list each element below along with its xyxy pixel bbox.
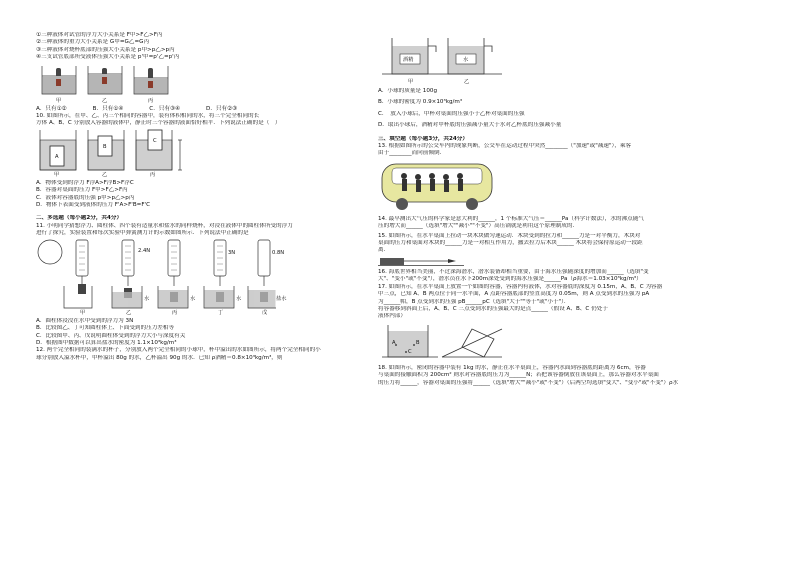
three-containers-diagram	[36, 128, 206, 172]
q15-text: 15. 如图所示，在水平桌面上拉动一块木块做匀速运动．木块受到的拉力和______力是一对平衡力，木块对	[378, 232, 641, 239]
fig-label: 乙	[102, 171, 108, 178]
fig-label: 丙	[172, 309, 178, 316]
q10-stem: 10. 如图所示，在甲、乙、丙三个相同的容器中，装有体积相同的水，将三个完全相同的长	[36, 113, 260, 120]
fig-label: 甲	[80, 309, 86, 316]
option-a[interactable]: A．小球的质量是 100g	[378, 88, 437, 94]
block-label: A	[55, 153, 59, 160]
q17-text: 为______帕，B 点受到水的压强 pB______pC（选填"大于""等于"或"小于"）．	[378, 298, 570, 305]
right-column	[378, 32, 760, 387]
option-c[interactable]: C．比较图甲、丙、戊说明圆柱体受到的浮力大小与深度有关	[36, 332, 186, 339]
test-tube-beakers-diagram	[36, 62, 186, 98]
liquid-label: 水	[463, 57, 469, 63]
q13-text: 由于________而向前倾倒．	[378, 150, 446, 157]
fig-label: 戊	[262, 309, 268, 316]
fig-label: 乙	[464, 79, 470, 85]
q12-stem: 球分别放入溢水杯中，甲杯溢出 80g 的水，乙杯溢出 90g 的水．已知 ρ酒精＝0.8×10³kg/m³，则	[36, 354, 283, 361]
option-a[interactable]: A．物体受到的浮力 F浮A>F浮B>F浮C	[36, 179, 134, 186]
block-label: C	[153, 137, 157, 144]
fig-label: 甲	[408, 79, 414, 85]
fig-label: 乙	[102, 97, 108, 104]
option-b[interactable]: B．小球的密度为 0.9×10³kg/m³	[378, 99, 463, 106]
option-a[interactable]: A．只有①②	[36, 105, 67, 112]
fig-label: 甲	[54, 171, 60, 178]
q13-text: 13. 根据如图所示的公交车内的现象判断，公交车在运动过程中突然________（"加速"或"减速"），乘客	[378, 143, 632, 150]
point-label: B	[416, 339, 420, 346]
option-c[interactable]: C． 放入小球后，甲杯对桌面的压强小于乙杯对桌面的压强	[378, 110, 525, 117]
left-column	[36, 32, 366, 362]
q11-figure	[36, 238, 366, 318]
fig-label: 丙	[150, 171, 156, 178]
option-d[interactable]: D．物体下表面受到液体的压力 F'A>F'B=F'C	[36, 202, 151, 209]
fig-label: 乙	[126, 309, 132, 316]
q9-figure	[36, 62, 366, 106]
q11-stem: 11. 小明同学猜想浮力、圆柱体、四个装有适量水和盐水的同样烧杯，对浸在液体中的圆柱体所受的浮力	[36, 222, 293, 229]
option-c[interactable]: C．液体对容器底的压强 p甲>p乙>p丙	[36, 194, 135, 201]
q17-text: 17. 如图所示，在水平桌面上放置一个如图的容器，容器内有液体，水对容器底的深度为 0.15m，A、B、C 为容器	[378, 283, 663, 290]
q18-text: 18. 如图所示，密闭的容器中装有 1kg 的水，静止在水平桌面上，容器内水面到容器底的距离为 6cm，容器	[378, 364, 646, 371]
q9-statement: ②三种液体的重力大小关系是 G甲=G乙=G丙	[36, 39, 150, 46]
liquid-label: 水	[190, 295, 196, 302]
q15-text: 桌面的压力和桌面对木块的______力是一对相互作用力，撤去拉力后木块______ 木块将会保持原运动一段距	[378, 240, 643, 247]
liquid-label: 水	[236, 295, 242, 302]
q10-stem: 方体 A、B、C 分别放入容器的液体中，静止时三个容器的液面恰好相平．下列说法正确的是（ ）	[36, 120, 281, 127]
liquid-label: 酒精	[403, 57, 414, 63]
q17-figure	[378, 321, 760, 365]
q15-text: 离．	[378, 247, 390, 254]
option-c[interactable]: C．只有③④	[149, 105, 181, 112]
point-label: A	[392, 339, 396, 346]
q9-statement: ③三种液体对烧杯底部的压强大小关系是 p甲>p乙>p丙	[36, 46, 175, 53]
q12-stem: 12. 两个完全相同的装满水的杯子，分别放入两个完全相同的小球中，杯中溢出的水如图所示，将两个完全相同的小	[36, 347, 321, 354]
q15-figure	[378, 255, 760, 269]
option-d[interactable]: D．根据图中数据可以算出盐水的密度为 1.1×10³kg/m³	[36, 339, 177, 346]
q9-statement: ④三支试管底部所受液体压强大小关系是 p'甲=p'乙=p'丙	[36, 54, 180, 61]
option-b[interactable]: B．只有①④	[92, 105, 124, 112]
q14-text: 压的增大而______（选填"增大""减小""不变"）高压锅就是利用这个原理制成的．	[378, 223, 579, 230]
section-2-title: 二、多选题（每小题2分，共4分）	[36, 215, 123, 222]
scale-reading: 2.4N	[138, 247, 151, 254]
block-label: B	[103, 143, 107, 150]
scale-reading: 0.8N	[272, 249, 285, 256]
scale-reading: 3N	[228, 249, 236, 256]
q16-text: 16. 海底世界相当美丽，不过深海潜水，潜水装备却相当重要，由于海水压强随深度的增加而______（选填"变	[378, 268, 649, 275]
q16-text: 大"、"变小"或"不变"），潜水员在水下200m深处受到的海水压强是______Pa（ρ海水＝1.03×10³kg/m³）	[378, 276, 642, 283]
bus-passengers-illustration	[378, 158, 498, 212]
q12-figure	[378, 32, 760, 88]
fig-label: 丙	[148, 97, 154, 104]
q11-stem: 进行了探究，实验装置和每次实验中弹簧测力计的示数如图所示．下列说法中正确的是	[36, 230, 249, 237]
q14-text: 14. 最早测出大气压的科学家是意大利的______，1 个标准大气压＝______Pa（科学计数法），水的沸点随气	[378, 215, 644, 222]
q17-text: 将容器移到斜面上后，A、B、C 三点受到水的压强最大的是点______（假设 A、B、C 仍处于	[378, 305, 608, 312]
option-d[interactable]: D．只有②③	[206, 105, 238, 112]
liquid-label: 水	[144, 295, 150, 302]
fig-label: 丁	[218, 309, 224, 316]
option-b[interactable]: B．容器对桌面的压力 F甲>F乙>F丙	[36, 187, 128, 194]
overflow-cups-diagram	[378, 32, 508, 80]
q10-figure	[36, 128, 366, 180]
q9-options	[36, 106, 366, 113]
liquid-label: 盐水	[276, 295, 287, 302]
option-a[interactable]: A．圆柱体浸没在水中受到的浮力为 3N	[36, 317, 134, 324]
q18-text: 与桌面的接触面积为 200cm² 则水对容器底的压力为______N；若把该容器倒放在该桌面上，那么容器对水平桌面	[378, 372, 659, 379]
point-label: C	[408, 348, 412, 355]
option-b[interactable]: B．比较图乙、丁可知圆柱体上、下面受到的压力差相等	[36, 325, 175, 332]
container-on-incline-diagram	[378, 321, 508, 361]
option-d[interactable]: D．取出小球后，酒精对甲杯底的压强减小量大于水对乙杯底的压强减小量	[378, 122, 562, 129]
q17-text: 液体内部）	[378, 313, 406, 320]
fig-label: 甲	[56, 97, 62, 104]
q17-text: 中三点，已知 A、B 两点位于同一水平面，A 点距容器底部的竖直高度为 0.05m，则 A 点受到水的压强为 pA	[378, 291, 650, 298]
section-3-title: 三、填空题（每小题3分，共24分）	[378, 135, 468, 142]
q9-statement: ①三种液体对试管的浮力大小关系是 F甲>F乙>F丙	[36, 32, 163, 38]
q18-text: 的压力将______，容器对桌面的压强将______（选填"增大""减小"或"不变"）（后两空均选填"变大"、"变小"或"不变"）ρ水	[378, 379, 679, 386]
block-on-table-diagram	[378, 255, 468, 267]
q13-figure	[378, 158, 760, 216]
